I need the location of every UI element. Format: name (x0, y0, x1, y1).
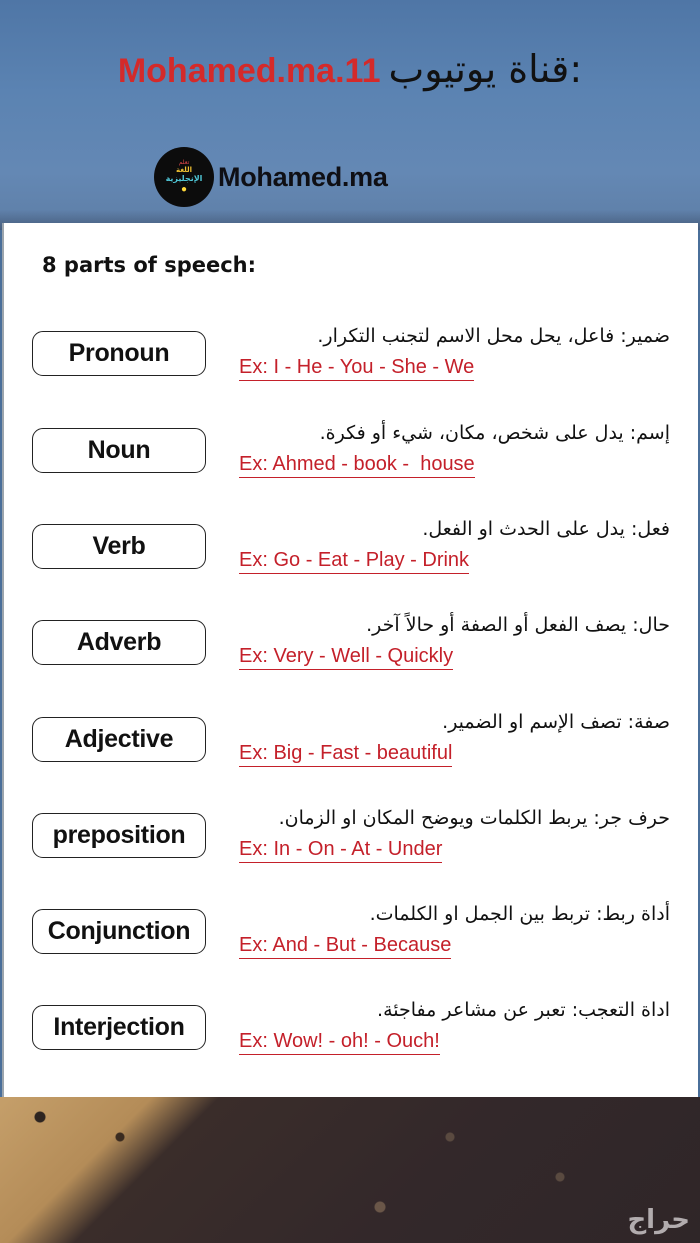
term-pill: Pronoun (32, 331, 206, 376)
example-text: Ex: And - But - Because (239, 932, 451, 959)
brand (154, 147, 388, 207)
example-text: Ex: I - He - You - She - We (239, 354, 474, 381)
term-pill: Verb (32, 524, 206, 569)
term-pill: Conjunction (32, 909, 206, 954)
term-pill: Interjection (32, 1005, 206, 1050)
term-pill: preposition (32, 813, 206, 858)
list-item-preposition (4, 804, 700, 864)
term-pill: Noun (32, 428, 206, 473)
example-text: Ex: Wow! - oh! - Ouch! (239, 1028, 440, 1055)
card-heading: 8 parts of speech: (42, 253, 257, 277)
definition-text: اداة التعجب: تعبر عن مشاعر مفاجئة. (377, 999, 670, 1021)
definition-text: حال: يصف الفعل أو الصفة أو حالاً آخر. (366, 614, 670, 636)
channel-title (0, 44, 700, 96)
list-item-verb (4, 515, 700, 575)
ground-photo (0, 1097, 700, 1243)
list-item-conjunction (4, 900, 700, 960)
term-pill: Adjective (32, 717, 206, 762)
definition-text: إسم: يدل على شخص، مكان، شيء أو فكرة. (319, 422, 670, 444)
example-text: Ex: Ahmed - book - house (239, 451, 475, 478)
definition-text: ضمير: فاعل، يحل محل الاسم لتجنب التكرار. (317, 325, 670, 347)
watermark-logo: حراج (627, 1205, 690, 1235)
logo-line-2: اللغة (175, 165, 193, 174)
channel-handle: Mohamed.ma.11 (117, 52, 381, 90)
example-text: Ex: Very - Well - Quickly (239, 643, 453, 670)
definition-text: حرف جر: يربط الكلمات ويوضح المكان او الزمان. (278, 807, 670, 829)
channel-logo (154, 147, 214, 207)
lightbulb-icon: ● (180, 183, 188, 195)
definition-text: صفة: تصف الإسم او الضمير. (442, 711, 670, 733)
list-item-noun (4, 419, 700, 479)
list-item-pronoun (4, 322, 700, 382)
list-item-adjective (4, 708, 700, 768)
list-item-interjection (4, 996, 700, 1056)
logo-line-3: الإنجليزية (165, 173, 203, 183)
term-pill: Adverb (32, 620, 206, 665)
parts-of-speech-card (2, 223, 698, 1097)
example-text: Ex: Go - Eat - Play - Drink (239, 547, 469, 574)
definition-text: فعل: يدل على الحدث او الفعل. (422, 518, 670, 540)
definition-text: أداة ربط: تربط بين الجمل او الكلمات. (369, 903, 670, 925)
example-text: Ex: In - On - At - Under (239, 836, 442, 863)
logo-line-1: تعلم (178, 158, 190, 166)
channel-label-arabic: قناة يوتيوب: (388, 47, 583, 91)
brand-name: Mohamed.ma (218, 161, 388, 192)
list-item-adverb (4, 611, 700, 671)
example-text: Ex: Big - Fast - beautiful (239, 740, 452, 767)
